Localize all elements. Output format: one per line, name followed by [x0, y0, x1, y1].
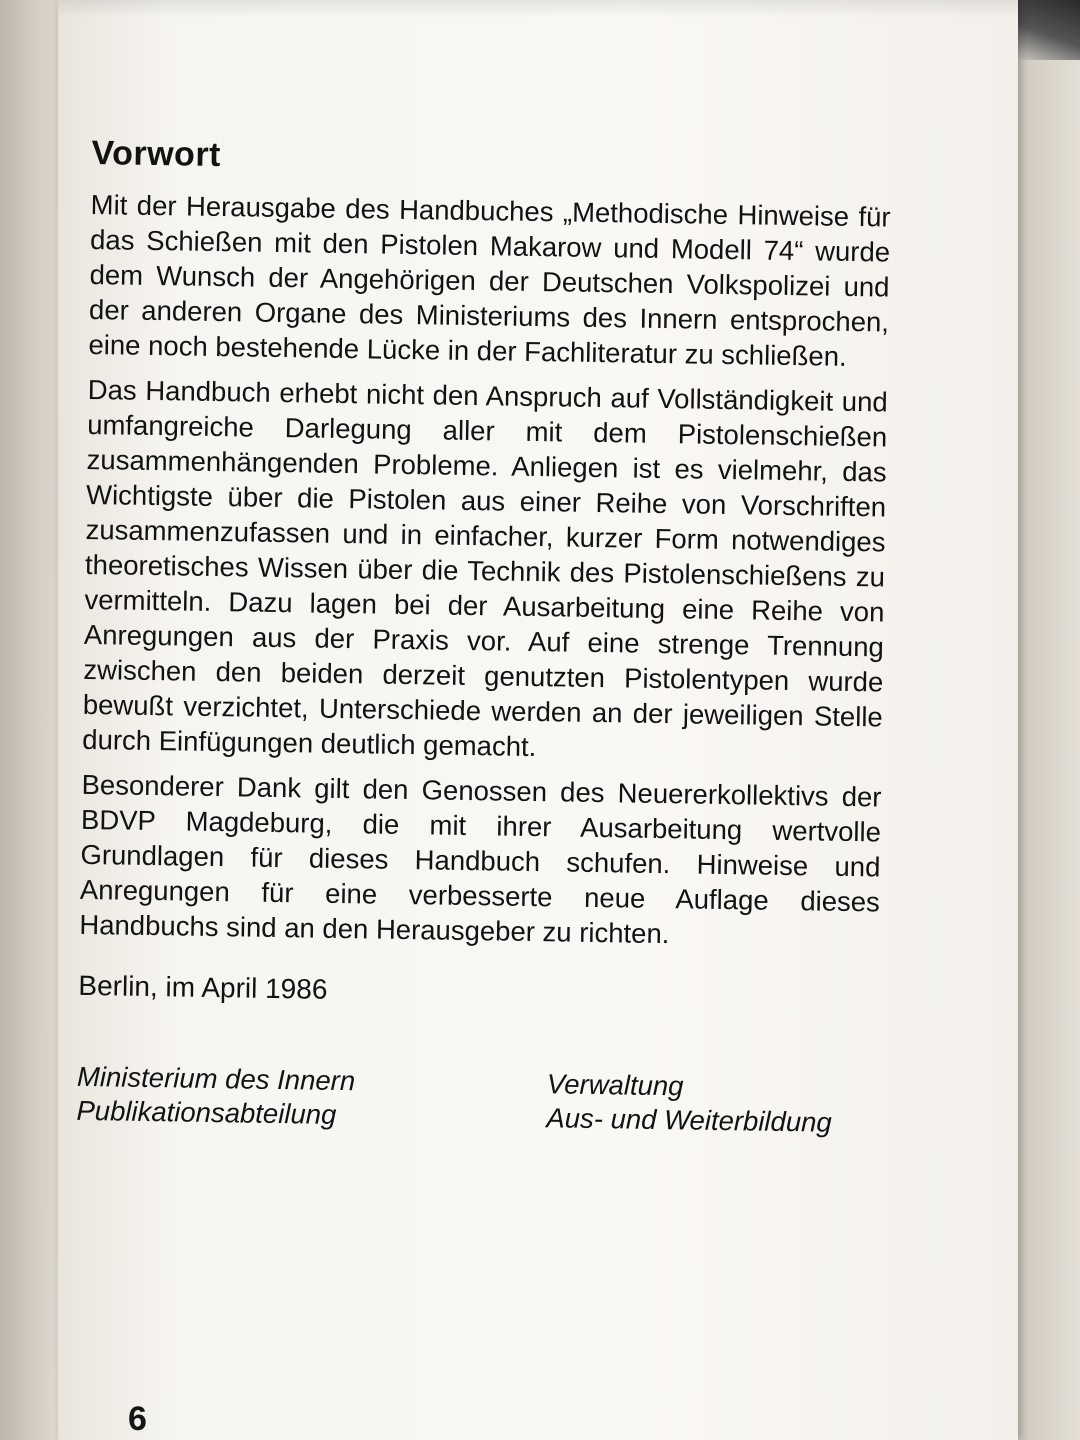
signature-right — [546, 1067, 877, 1140]
paragraph-thanks: Besonderer Dank gilt den Genossen des Neuererkollektivs der BDVP Magdeburg, die mit ihrer Ausarbeitung wertvolle Grundlagen für dieses Handbuch schufen. Hinweise und Anregungen für eine verbesserte neue Auflage dieses Handbuchs sind an den Herausgeber zu richten. — [79, 768, 882, 950]
page-top-shadow — [58, 0, 1018, 18]
signature-left-line-1: Ministerium des Innern — [76, 1060, 356, 1097]
signature-left-line-2: Publikationsabteilung — [76, 1094, 337, 1130]
page-heading: Vorwort — [91, 133, 222, 175]
page-number: 6 — [128, 1400, 147, 1438]
page-content — [76, 122, 892, 1140]
next-page-edge — [1018, 60, 1080, 1440]
signature-right-line-2: Aus- und Weiterbildung — [546, 1102, 832, 1138]
signature-right-line-1: Verwaltung — [546, 1068, 684, 1102]
place-date: Berlin, im April 1986 — [78, 969, 328, 1005]
signature-block — [76, 1060, 877, 1141]
paragraph-intro: Mit der Herausgabe des Handbuches „Methodische Hinweise für das Schießen mit den Pistolen Makarow und Modell 74“ wurde dem Wunsch der Angehörigen der Deutschen Volkspolizei und der anderen Organe des Ministeriums des Innern entsprochen, eine noch bestehende Lücke in der Fachliteratur zu schließen. — [88, 188, 891, 372]
paragraph-scope: Das Handbuch erhebt nicht den Anspruch auf Vollständigkeit und umfangreiche Darlegung aller mit dem Pistolenschießen zusammenhängenden Probleme. Anliegen ist es vielmehr, das Wichtigste über die Pistolen aus einer Reihe von Vorschriften zusammenzufassen und in einfacher, kurzer Form notwendiges theoretisches Wissen über die Technik des Pistolenschießens zu vermitteln. Dazu lagen bei der Ausarbeitung eine Reihe von Anregungen aus der Praxis vor. Auf eine strenge Trennung zwischen den beiden derzeit genutzten Pistolentypen wurde bewußt verzichtet, Unterschiede werden an der jeweiligen Stelle durch Einfügungen deutlich gemacht. — [82, 373, 888, 763]
signature-left — [76, 1060, 547, 1135]
